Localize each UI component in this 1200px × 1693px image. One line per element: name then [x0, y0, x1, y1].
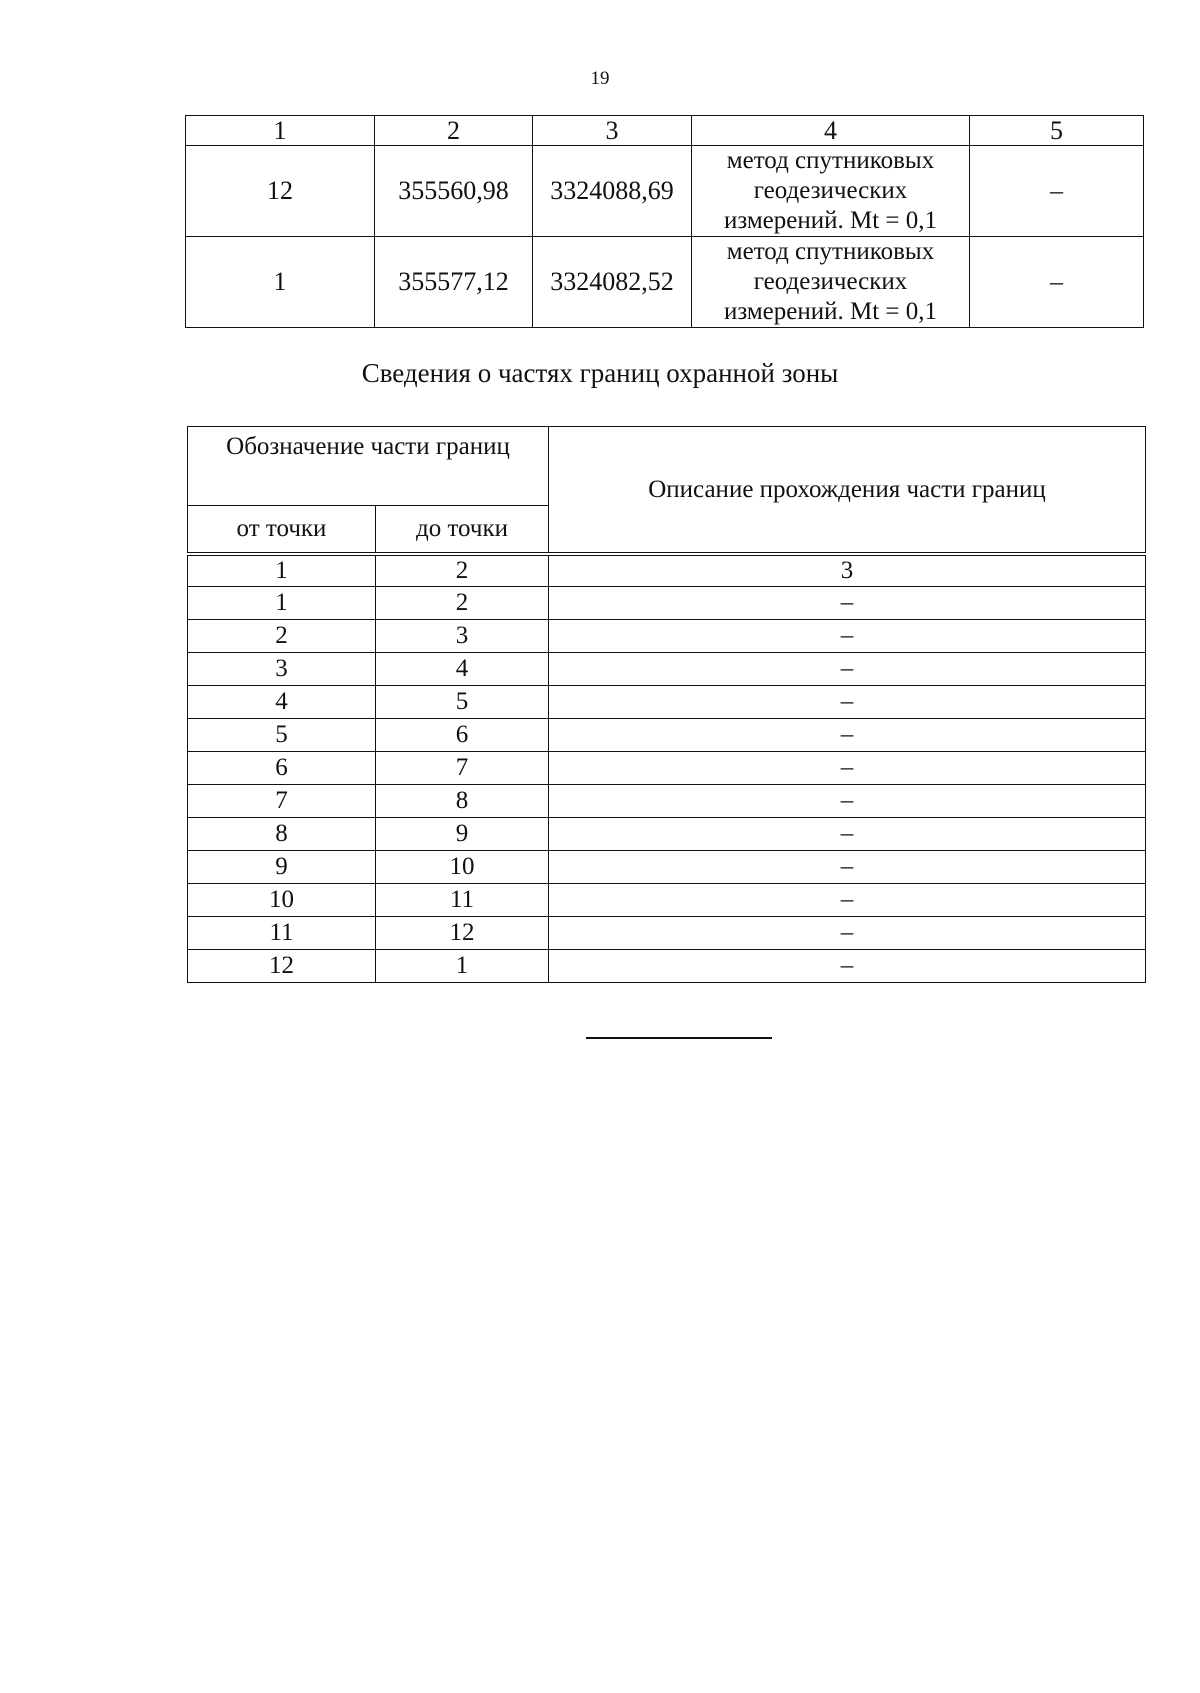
to-point: 1 — [376, 950, 549, 983]
description-cell: – — [549, 587, 1146, 620]
column-number: 3 — [549, 556, 1146, 587]
method-line: геодезических — [753, 268, 908, 295]
to-point: 12 — [376, 917, 549, 950]
description-cell: – — [549, 752, 1146, 785]
to-point: 9 — [376, 818, 549, 851]
from-point-header: от точки — [188, 506, 376, 553]
description-cell: – — [549, 653, 1146, 686]
table-row — [188, 653, 1146, 686]
table-row — [188, 818, 1146, 851]
description-cell: – — [549, 818, 1146, 851]
from-point: 11 — [188, 917, 376, 950]
description-cell: – — [549, 785, 1146, 818]
header-row — [188, 427, 1146, 506]
column-number: 1 — [186, 116, 375, 146]
table-row — [188, 719, 1146, 752]
to-point: 11 — [376, 884, 549, 917]
method-cell — [692, 146, 970, 237]
from-point: 5 — [188, 719, 376, 752]
to-point: 8 — [376, 785, 549, 818]
column-number-row — [186, 116, 1144, 146]
description-cell: – — [549, 686, 1146, 719]
from-point: 9 — [188, 851, 376, 884]
coordinate-x: 355577,12 — [375, 237, 533, 328]
page-number: 19 — [590, 68, 610, 89]
boundary-parts-table — [187, 426, 1146, 983]
point-number: 1 — [186, 237, 375, 328]
column-number: 3 — [533, 116, 692, 146]
end-rule — [586, 1037, 772, 1039]
to-point: 2 — [376, 587, 549, 620]
table-row — [188, 587, 1146, 620]
from-point: 1 — [188, 587, 376, 620]
description-cell: – — [549, 884, 1146, 917]
from-point: 7 — [188, 785, 376, 818]
from-point: 10 — [188, 884, 376, 917]
column-number: 2 — [375, 116, 533, 146]
table-row — [188, 851, 1146, 884]
to-point: 4 — [376, 653, 549, 686]
table-row — [188, 917, 1146, 950]
method-line: метод спутниковых — [726, 238, 935, 265]
designation-header: Обозначение части границ — [188, 427, 549, 506]
from-point: 4 — [188, 686, 376, 719]
column-number: 4 — [692, 116, 970, 146]
table-row — [188, 686, 1146, 719]
to-point: 6 — [376, 719, 549, 752]
description-cell: – — [549, 620, 1146, 653]
to-point: 3 — [376, 620, 549, 653]
table-row — [188, 884, 1146, 917]
from-point: 6 — [188, 752, 376, 785]
coordinate-y: 3324088,69 — [533, 146, 692, 237]
table-row — [188, 785, 1146, 818]
description-cell: – — [549, 719, 1146, 752]
table-row — [188, 752, 1146, 785]
from-point: 3 — [188, 653, 376, 686]
column-number: 5 — [970, 116, 1144, 146]
method-line: измерений. Mt = 0,1 — [723, 298, 938, 325]
table-row — [186, 237, 1144, 328]
parts-body — [188, 587, 1146, 983]
description-cell: – — [549, 917, 1146, 950]
table-row — [188, 620, 1146, 653]
method-line: измерений. Mt = 0,1 — [723, 207, 938, 234]
description-cell: – — [549, 950, 1146, 983]
point-number: 12 — [186, 146, 375, 237]
from-point: 8 — [188, 818, 376, 851]
note-cell: – — [970, 146, 1144, 237]
coordinates-table — [185, 115, 1144, 328]
table-row — [188, 950, 1146, 983]
from-point: 12 — [188, 950, 376, 983]
from-point: 2 — [188, 620, 376, 653]
to-point: 5 — [376, 686, 549, 719]
column-number: 2 — [376, 556, 549, 587]
table-row — [186, 146, 1144, 237]
to-point: 10 — [376, 851, 549, 884]
method-cell — [692, 237, 970, 328]
section-title: Сведения о частях границ охранной зоны — [361, 358, 839, 388]
to-point-header: до точки — [376, 506, 549, 553]
column-number-row — [188, 556, 1146, 587]
description-cell: – — [549, 851, 1146, 884]
description-header: Описание прохождения части границ — [549, 427, 1146, 553]
coordinate-x: 355560,98 — [375, 146, 533, 237]
coordinate-y: 3324082,52 — [533, 237, 692, 328]
column-number: 1 — [188, 556, 376, 587]
note-cell: – — [970, 237, 1144, 328]
method-line: метод спутниковых — [726, 147, 935, 174]
to-point: 7 — [376, 752, 549, 785]
method-line: геодезических — [753, 177, 908, 204]
